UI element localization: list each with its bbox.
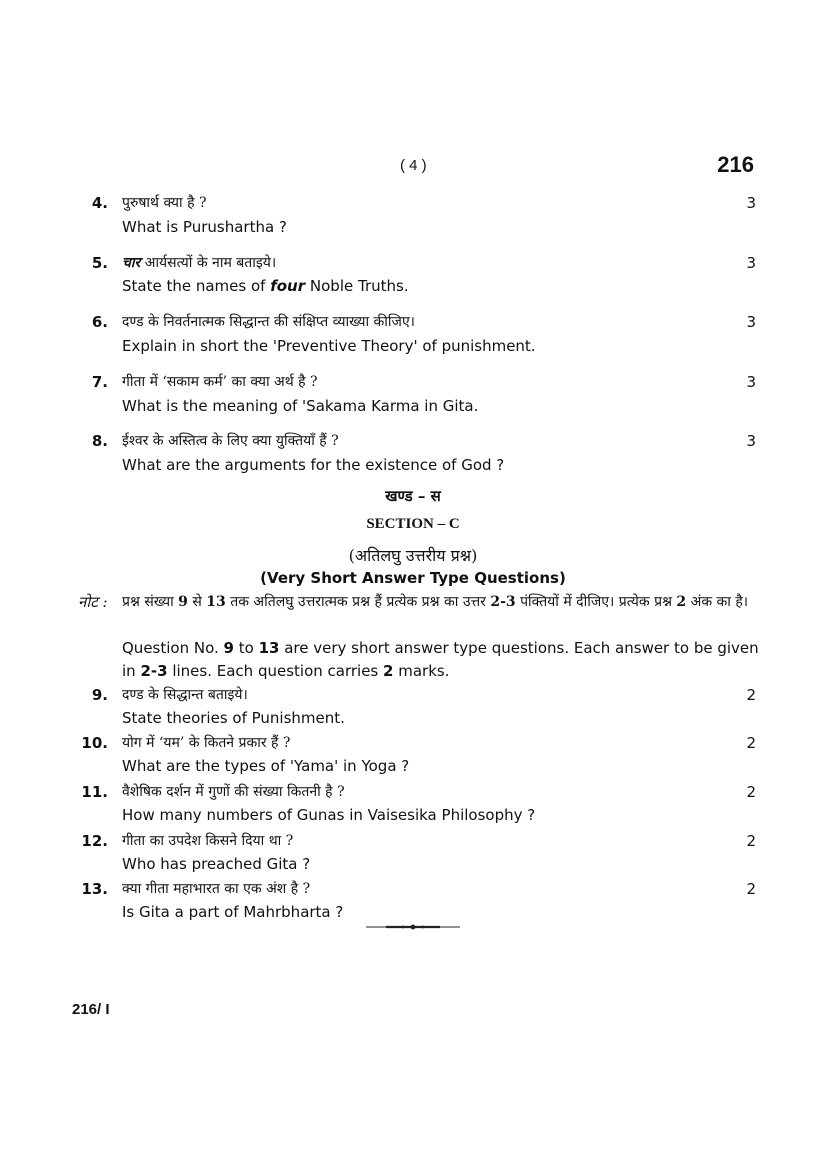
emphasis-text: चार: [122, 255, 141, 271]
question-hindi: गीता का उपदेश किसने दिया था ?: [122, 833, 294, 849]
question-english: What is the meaning of 'Sakama Karma in Gita.: [122, 397, 479, 415]
section-title-hindi: खण्ड – स: [385, 487, 441, 505]
question-number: 10.: [81, 734, 108, 752]
question-number: 11.: [81, 783, 108, 801]
question-marks: 2: [746, 734, 756, 752]
question-marks: 2: [746, 686, 756, 704]
question-number: 13.: [81, 880, 108, 898]
note-text: तक अतिलघु उत्तरात्मक प्रश्न हैं प्रत्येक प्रश्न का उत्तर: [225, 594, 491, 610]
question-hindi: पुरुषार्थ क्या है ?: [122, 195, 207, 211]
question-marks: 3: [746, 432, 756, 450]
question-hindi-rest: आर्यसत्यों के नाम बताइये।: [140, 255, 277, 271]
note-text: से: [187, 594, 207, 610]
page-number: ( 4 ): [400, 157, 427, 174]
question-number: 9.: [91, 686, 108, 704]
note-bold: 13: [258, 639, 280, 657]
end-ornament: [366, 924, 460, 930]
question-hindi: गीता में ‘सकाम कर्म’ का क्या अर्थ है ?: [122, 374, 318, 390]
note-bold: 9: [223, 639, 234, 657]
note-bold: 9: [178, 594, 188, 610]
question-marks: 3: [746, 373, 756, 391]
question-english-post: Noble Truths.: [305, 277, 409, 295]
question-english: What are the types of 'Yama' in Yoga ?: [122, 757, 410, 775]
note-english: [122, 637, 762, 683]
question-hindi: दण्ड के निवर्तनात्मक सिद्धान्त की संक्षिप्त व्याख्या कीजिए।: [122, 314, 415, 330]
question-english: What is Purushartha ?: [122, 218, 287, 236]
note-text: are very short answer type questions. Each answer to be given in: [122, 639, 759, 680]
question-number: 4.: [91, 194, 108, 212]
paper-code: 216: [717, 152, 754, 177]
note-text: lines. Each question carries: [167, 662, 384, 680]
note-text: marks.: [393, 662, 450, 680]
note-bold: 13: [206, 594, 226, 610]
question-number: 5.: [91, 254, 108, 272]
question-marks: 2: [746, 880, 756, 898]
question-english: Who has preached Gita ?: [122, 855, 311, 873]
note-bold: 2: [383, 662, 394, 680]
question-hindi: क्या गीता महाभारत का एक अंश है ?: [122, 881, 311, 897]
question-english: Explain in short the 'Preventive Theory' of punishment.: [122, 337, 536, 355]
question-marks: 3: [746, 254, 756, 272]
question-marks: 2: [746, 783, 756, 801]
note-bold: 2: [676, 594, 687, 610]
note-label: नोट :: [78, 593, 108, 611]
footer-code: 216/ I: [72, 1001, 110, 1018]
note-text: अंक का है।: [686, 594, 749, 610]
question-marks: 3: [746, 194, 756, 212]
question-english: State theories of Punishment.: [122, 709, 345, 727]
note-text: Question No.: [122, 639, 224, 657]
question-english: [122, 277, 409, 295]
note-bold: 2-3: [140, 662, 168, 680]
note-text: प्रश्न संख्या: [122, 594, 179, 610]
question-english-pre: State the names of: [122, 277, 271, 295]
section-type-english: (Very Short Answer Type Questions): [260, 569, 566, 587]
question-number: 12.: [81, 832, 108, 850]
note-bold: 2-3: [490, 594, 516, 610]
note-hindi: [122, 591, 762, 614]
note-text: पंक्तियों में दीजिए। प्रत्येक प्रश्न: [515, 594, 677, 610]
question-hindi: ईश्वर के अस्तित्व के लिए क्या युक्तियाँ हैं ?: [122, 433, 339, 449]
emphasis-text: four: [270, 277, 306, 295]
section-title-english: SECTION – C: [366, 516, 460, 532]
question-hindi: [122, 253, 276, 272]
question-hindi: योग में ‘यम’ के कितने प्रकार हैं ?: [122, 735, 291, 751]
question-english: How many numbers of Gunas in Vaisesika Philosophy ?: [122, 806, 536, 824]
question-english: What are the arguments for the existence of God ?: [122, 456, 505, 474]
question-marks: 3: [746, 313, 756, 331]
note-text: to: [233, 639, 259, 657]
question-number: 6.: [91, 313, 108, 331]
question-hindi: वैशेषिक दर्शन में गुणों की संख्या कितनी है ?: [122, 784, 345, 800]
question-number: 7.: [91, 373, 108, 391]
question-english: Is Gita a part of Mahrbharta ?: [122, 903, 344, 921]
question-hindi: दण्ड के सिद्धान्त बताइये।: [122, 687, 248, 703]
question-marks: 2: [746, 832, 756, 850]
question-number: 8.: [91, 432, 108, 450]
section-type-hindi: (अतिलघु उत्तरीय प्रश्न): [348, 546, 478, 565]
